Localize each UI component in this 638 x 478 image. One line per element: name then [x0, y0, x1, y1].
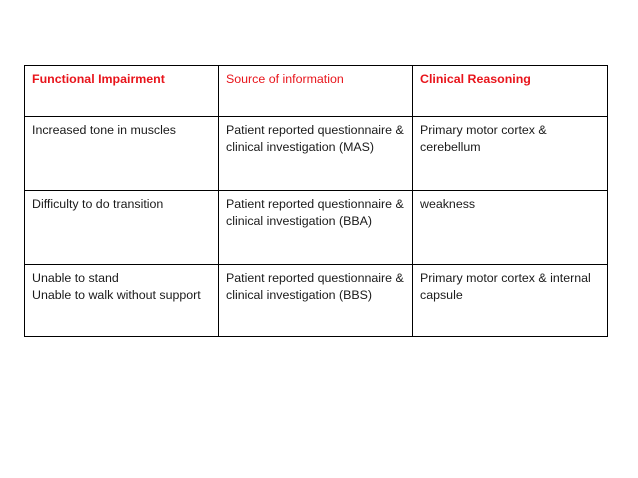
- impairment-line: Unable to walk without support: [32, 288, 201, 302]
- reasoning-line: cerebellum: [420, 140, 481, 154]
- clinical-reasoning-table: [24, 65, 608, 337]
- impairment-cell: [25, 191, 219, 265]
- impairment-cell: [25, 117, 219, 191]
- reasoning-line: Primary motor cortex & internal: [420, 271, 591, 285]
- reasoning-line: capsule: [420, 288, 463, 302]
- table-row: [25, 265, 608, 337]
- source-line: Patient reported questionnaire &: [226, 123, 404, 137]
- reasoning-cell: [413, 117, 608, 191]
- source-line: clinical investigation (BBA): [226, 214, 372, 228]
- source-cell: [219, 117, 413, 191]
- reasoning-line: weakness: [420, 197, 476, 211]
- table-header-row: [25, 66, 608, 117]
- reasoning-cell: [413, 265, 608, 337]
- source-cell: [219, 191, 413, 265]
- table-row: [25, 191, 608, 265]
- reasoning-line: Primary motor cortex &: [420, 123, 547, 137]
- source-line: clinical investigation (BBS): [226, 288, 372, 302]
- source-line: Patient reported questionnaire &: [226, 197, 404, 211]
- source-cell: [219, 265, 413, 337]
- header-functional-impairment: Functional Impairment: [25, 66, 219, 117]
- impairment-line: Unable to stand: [32, 271, 119, 285]
- impairment-line: Difficulty to do transition: [32, 197, 164, 211]
- header-clinical-reasoning: Clinical Reasoning: [413, 66, 608, 117]
- source-line: Patient reported questionnaire &: [226, 271, 404, 285]
- source-line: clinical investigation (MAS): [226, 140, 375, 154]
- reasoning-cell: [413, 191, 608, 265]
- table-row: [25, 117, 608, 191]
- header-source-of-information: Source of information: [219, 66, 413, 117]
- impairment-line: Increased tone in muscles: [32, 123, 176, 137]
- impairment-cell: [25, 265, 219, 337]
